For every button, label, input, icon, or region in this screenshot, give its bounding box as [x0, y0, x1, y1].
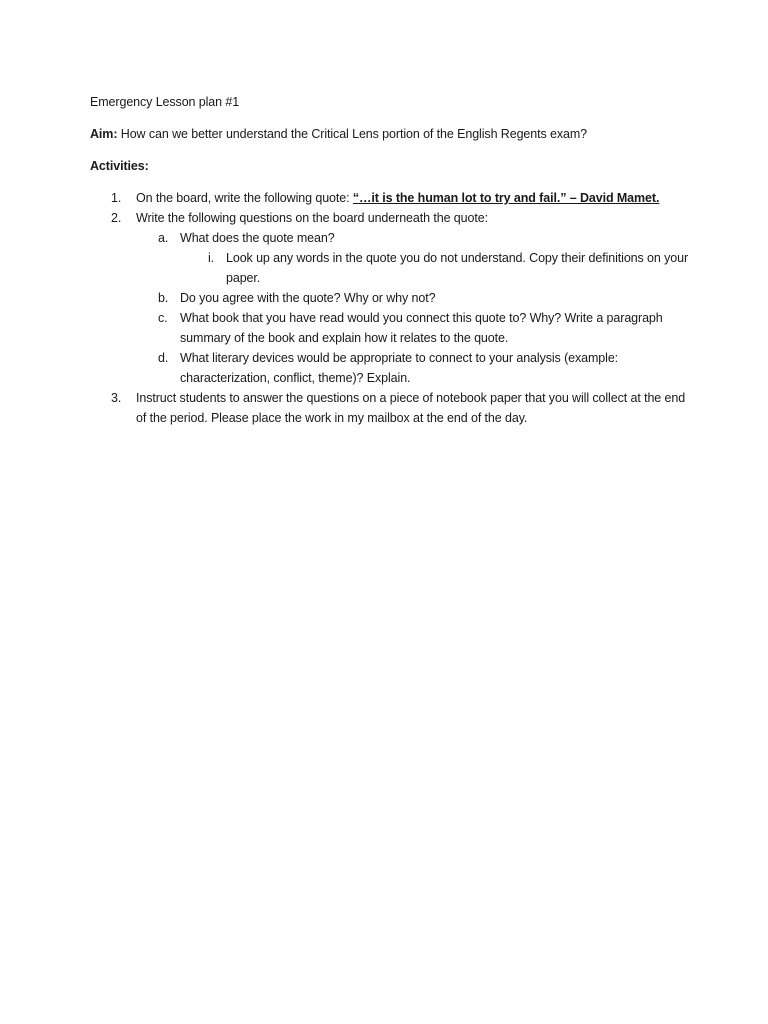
item-number: 2.: [111, 211, 122, 225]
document-title: Emergency Lesson plan #1: [90, 95, 240, 109]
sub-item-text: Do you agree with the quote? Why or why not?: [180, 291, 436, 305]
sub-item-letter: b.: [158, 291, 169, 305]
sub-list-item: [90, 348, 690, 388]
aim-label: Aim:: [90, 127, 118, 141]
sub-list-item: [90, 228, 690, 248]
activities-heading: Activities:: [90, 159, 149, 173]
list-item: [90, 208, 690, 228]
sub-list-item: [90, 308, 690, 348]
sub-item-letter: a.: [158, 231, 169, 245]
sub-item-text: What book that you have read would you connect this quote to? Why? Write a paragraph summary of the book and explain how it relates to the quote.: [180, 311, 663, 345]
quote-text: “…it is the human lot to try and fail.” – David Mamet.: [352, 191, 660, 205]
lesson-plan: [90, 92, 690, 428]
sub-sub-item-text: Look up any words in the quote you do not understand. Copy their definitions on your paper.: [226, 251, 689, 285]
sub-sub-item-numeral: i.: [208, 251, 215, 265]
sub-sub-list-item: [90, 248, 690, 288]
item-number: 1.: [111, 191, 122, 205]
list-item: [90, 188, 690, 208]
sub-item-letter: d.: [158, 351, 169, 365]
item-text: Write the following questions on the board underneath the quote:: [136, 211, 488, 225]
list-item: [90, 388, 690, 428]
item-text: On the board, write the following quote:: [136, 191, 353, 205]
aim-text: How can we better understand the Critical Lens portion of the English Regents exam?: [117, 127, 588, 141]
aim-line: [90, 124, 690, 144]
sub-item-text: What does the quote mean?: [180, 231, 335, 245]
sub-list-item: [90, 288, 690, 308]
activities-list: [90, 188, 690, 428]
sub-item-letter: c.: [158, 311, 168, 325]
item-number: 3.: [111, 391, 122, 405]
sub-item-text: What literary devices would be appropriate to connect to your analysis (example: characterization, conflict, theme)? Explain.: [180, 351, 619, 385]
item-text: Instruct students to answer the questions on a piece of notebook paper that you will collect at the end of the period. Please place the work in my mailbox at the end of the day.: [136, 391, 686, 425]
